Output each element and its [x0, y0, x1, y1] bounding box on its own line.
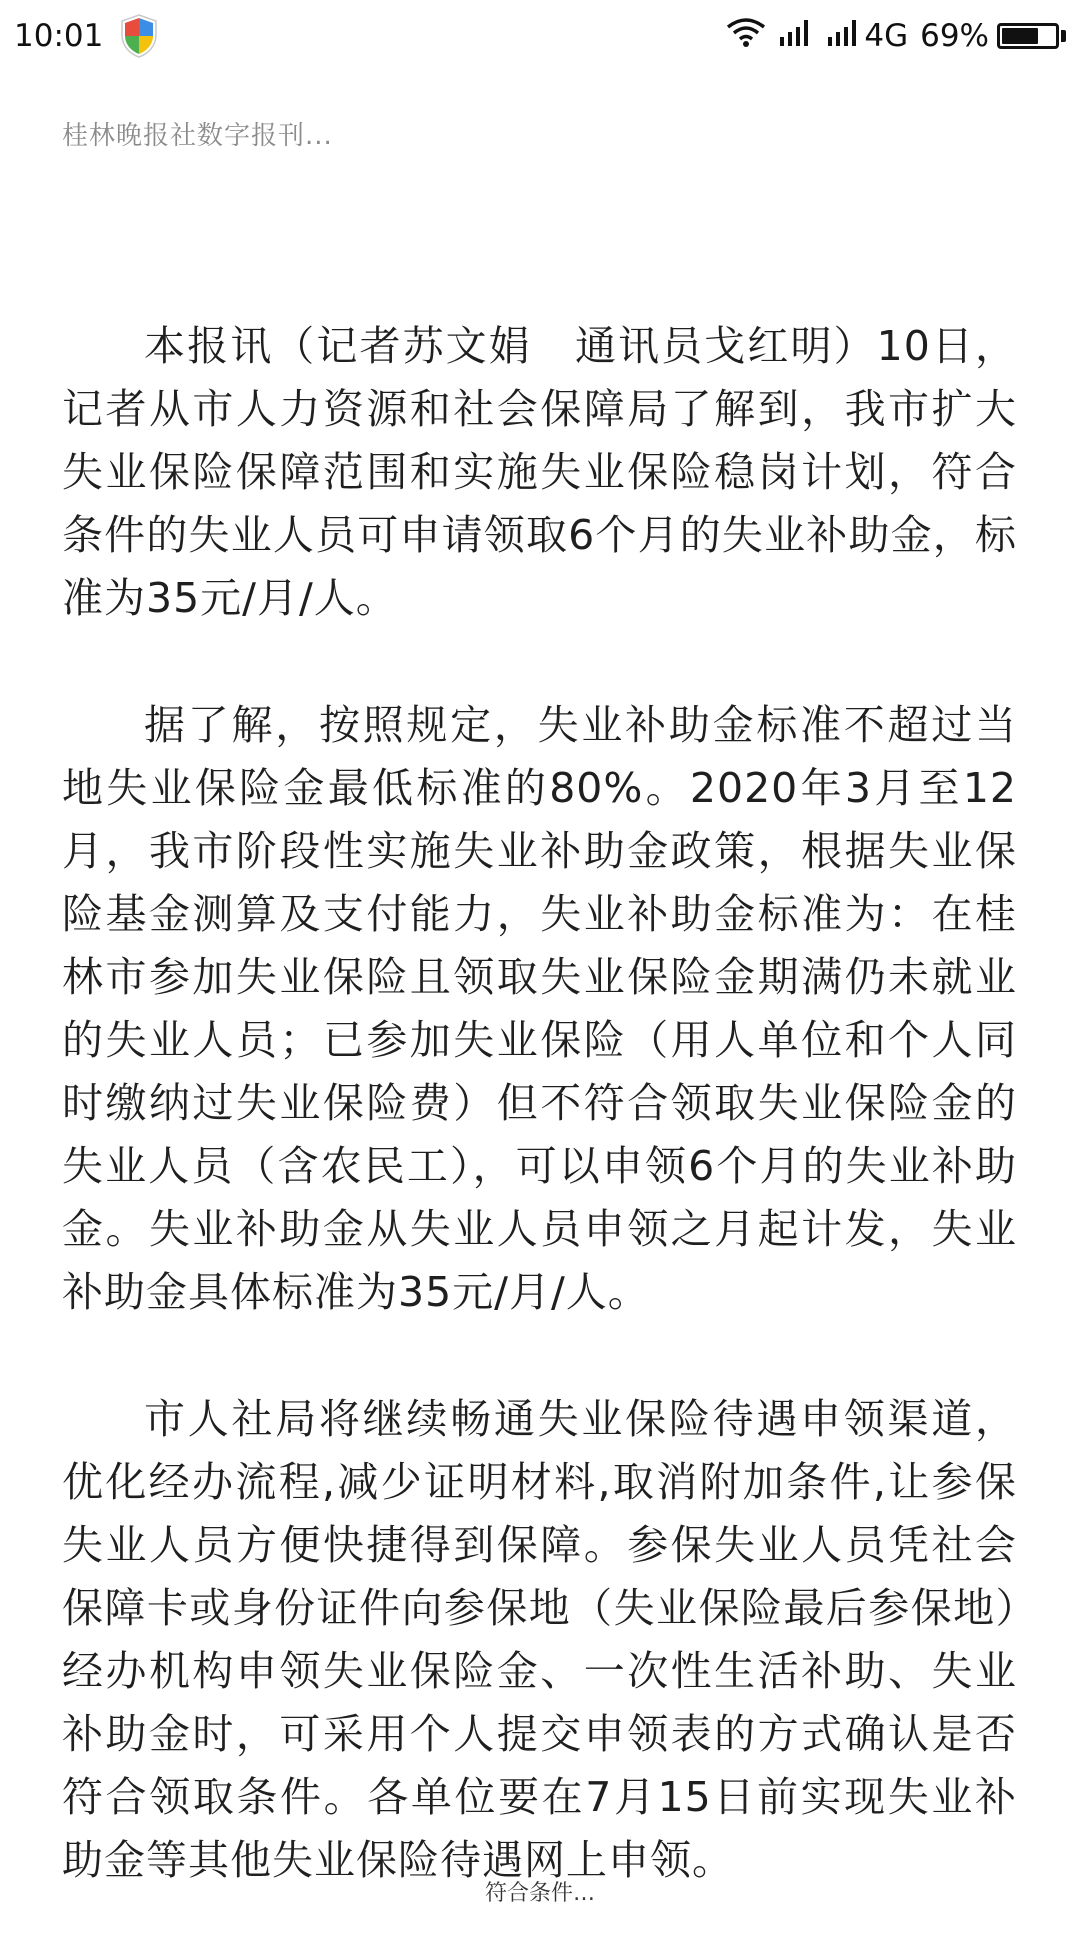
article-paragraph: 据了解，按照规定，失业补助金标准不超过当地失业保险金最低标准的80%。2020年3月至12月，我市阶段性实施失业补助金政策，根据失业保险基金测算及支付能力，失业补助金标准为：在桂林市参加失业保险且领取失业保险金期满仍未就业的失业人员；已参加失业保险（用人单位和个人同时缴纳过失业保险费）但不符合领取失业保险金的失业人员（含农民工），可以申领6个月的失业补助金。失业补助金从失业人员申领之月起计发，失业补助金具体标准为35元/月/人。 — [62, 701, 1017, 1316]
network-type: 4G — [864, 18, 909, 54]
bottom-hint: 符合条件… — [484, 1881, 595, 1906]
status-bar — [0, 0, 1080, 72]
battery-percent: 69% — [920, 18, 989, 54]
article-paragraph: 本报讯（记者苏文娟 通讯员戈红明）10日，记者从市人力资源和社会保障局了解到，我市扩大失业保险保障范围和实施失业保险稳岗计划，符合条件的失业人员可申请领取6个月的失业补助金，标准为35元/月/人。 — [62, 322, 1017, 622]
status-left — [14, 13, 159, 59]
signal-icon — [778, 17, 814, 55]
article-paragraph: 市人社局将继续畅通失业保险待遇申领渠道，优化经办流程,减少证明材料,取消附加条件,让参保失业人员方便快捷得到保障。参保失业人员凭社会保障卡或身份证件向参保地（失业保险最后参保地）经办机构申领失业保险金、一次性生活补助、失业补助金时，可采用个人提交申领表的方式确认是否符合领取条件。各单位要在7月15日前实现失业补助金等其他失业保险待遇网上申领。 — [62, 1395, 1017, 1884]
battery-level-fill — [1002, 28, 1038, 44]
status-right — [714, 16, 1066, 56]
security-shield-icon — [119, 13, 159, 59]
article-body — [62, 315, 1017, 1956]
wifi-icon — [726, 16, 766, 56]
status-time: 10:01 — [14, 18, 104, 54]
page-title: 桂林晚报社数字报刊... — [62, 121, 333, 151]
battery-icon — [997, 23, 1066, 49]
signal-icon — [826, 17, 862, 55]
